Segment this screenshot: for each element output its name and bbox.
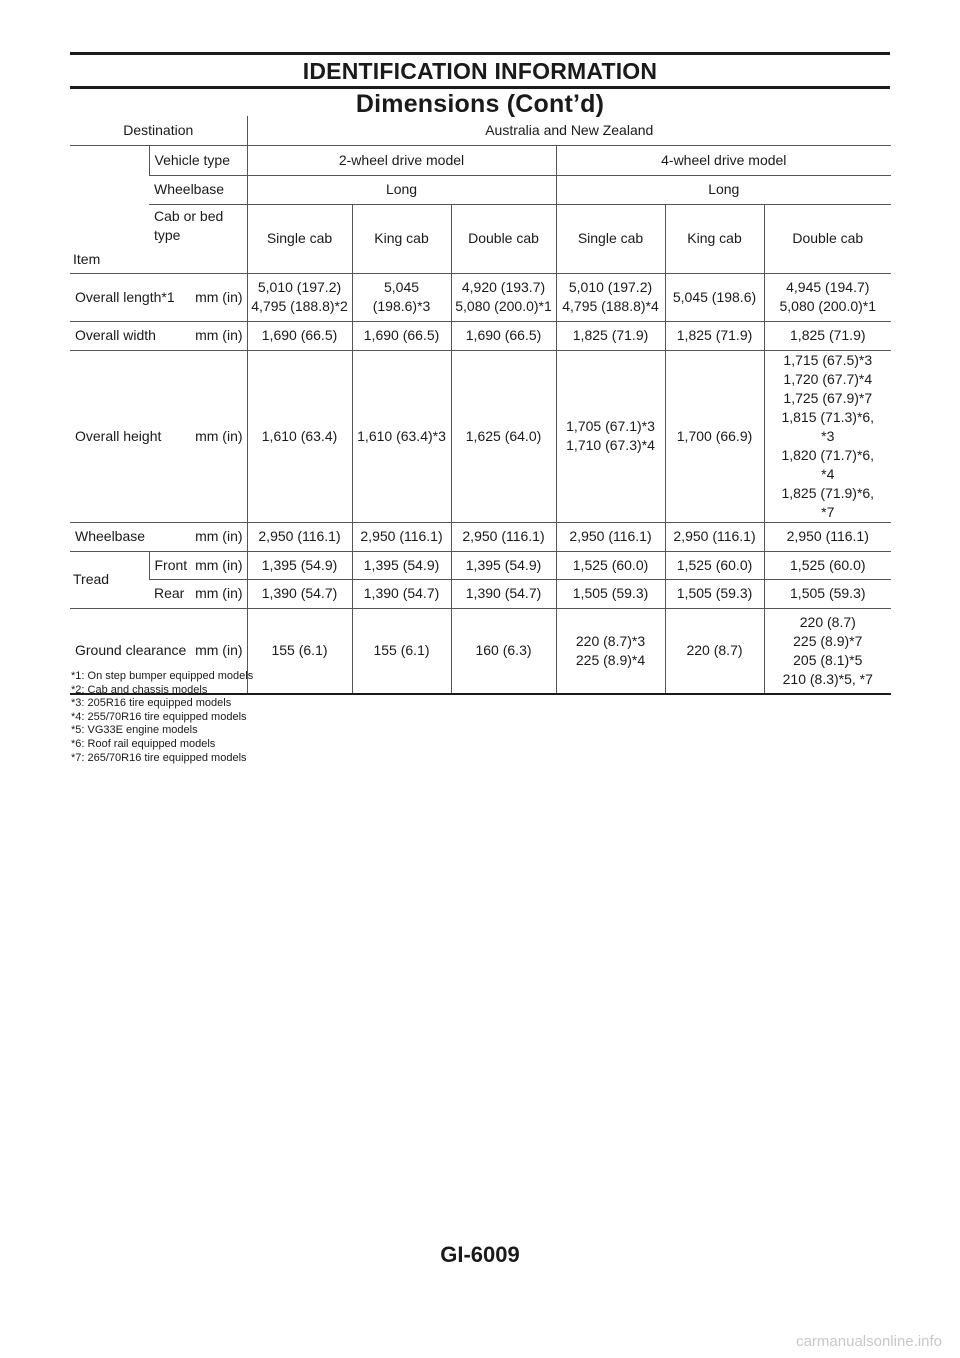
footnote: *1: On step bumper equipped models: [71, 670, 254, 682]
watermark: carmanualsonline.info: [796, 1333, 942, 1350]
wheelbase-type-label: Wheelbase: [149, 175, 247, 204]
overall-length-label-cell: [70, 273, 247, 321]
value-cell: 5,045 (198.6)*3: [352, 273, 451, 321]
vehicle-type-row: [70, 145, 891, 175]
tread-rear-row: [70, 579, 891, 608]
wheelbase-row: [70, 522, 891, 551]
cab-type-cell: Single cab: [247, 204, 352, 273]
cab-type-label-line1: Cab or bed: [154, 207, 224, 224]
destination-row: [70, 116, 891, 145]
value-cell: 1,690 (66.5): [352, 321, 451, 350]
value-cell: 1,395 (54.9): [247, 551, 352, 579]
footnote: *6: Roof rail equipped models: [71, 737, 216, 750]
wheelbase-type-2wd: Long: [247, 175, 556, 204]
value-cell: 5,010 (197.2) 4,795 (188.8)*2: [247, 273, 352, 321]
value-cell: 1,505 (59.3): [764, 579, 891, 608]
vehicle-type-label: Vehicle type: [149, 145, 247, 175]
page-header: [70, 52, 890, 120]
item-label: Item: [70, 145, 149, 273]
tread-rear-label: Rear: [154, 585, 185, 601]
destination-value: Australia and New Zealand: [247, 116, 891, 145]
value-cell: 220 (8.7) 225 (8.9)*7 205 (8.1)*5 210 (8.3)*5, *7: [764, 608, 891, 694]
unit-label: mm (in): [195, 327, 243, 343]
value-cell: 155 (6.1): [352, 608, 451, 694]
destination-label: Destination: [123, 121, 194, 138]
footnote: *3: 205R16 tire equipped models: [71, 697, 232, 710]
value-cell: 1,610 (63.4): [247, 350, 352, 522]
value-cell: 1,525 (60.0): [556, 551, 665, 579]
unit-label: mm (in): [195, 528, 243, 544]
value-cell: 220 (8.7): [665, 608, 764, 694]
value-cell: 160 (6.3): [451, 608, 556, 694]
value-cell: 2,950 (116.1): [352, 522, 451, 551]
vehicle-type-4wd: 4-wheel drive model: [556, 145, 891, 175]
cab-type-cell: Double cab: [764, 204, 891, 273]
section-title: IDENTIFICATION INFORMATION: [302, 58, 658, 84]
value-cell: 5,010 (197.2) 4,795 (188.8)*4: [556, 273, 665, 321]
ground-clearance-label: Ground clearance: [75, 642, 187, 659]
wheelbase-label-cell: [70, 522, 247, 551]
overall-length-row: [70, 273, 891, 321]
value-cell: 1,825 (71.9): [665, 321, 764, 350]
value-cell: 1,690 (66.5): [247, 321, 352, 350]
tread-rear-label-cell: [149, 579, 247, 608]
unit-label: mm (in): [195, 642, 243, 659]
value-cell: 2,950 (116.1): [247, 522, 352, 551]
footnotes: [71, 670, 253, 765]
vehicle-type-2wd: 2-wheel drive model: [247, 145, 556, 175]
value-cell: 1,395 (54.9): [352, 551, 451, 579]
unit-label: mm (in): [195, 288, 243, 305]
unit-label: mm (in): [195, 556, 243, 573]
value-cell: 1,825 (71.9): [764, 321, 891, 350]
value-cell: 1,525 (60.0): [665, 551, 764, 579]
cab-type-cell: Single cab: [556, 204, 665, 273]
cab-type-cell: Double cab: [451, 204, 556, 273]
overall-height-row: [70, 350, 891, 522]
value-cell: 1,395 (54.9): [451, 551, 556, 579]
value-cell: 220 (8.7)*3 225 (8.9)*4: [556, 608, 665, 694]
tread-label: Tread: [70, 551, 149, 608]
unit-label: mm (in): [195, 427, 243, 444]
cab-type-cell: King cab: [352, 204, 451, 273]
value-cell: 1,825 (71.9): [556, 321, 665, 350]
value-cell: 1,705 (67.1)*3 1,710 (67.3)*4: [556, 350, 665, 522]
value-cell: 1,700 (66.9): [665, 350, 764, 522]
value-cell: 4,945 (194.7) 5,080 (200.0)*1: [764, 273, 891, 321]
tread-front-label-cell: [149, 551, 247, 579]
value-cell: 2,950 (116.1): [764, 522, 891, 551]
dimensions-table: [70, 116, 891, 695]
value-cell: 155 (6.1): [247, 608, 352, 694]
cab-type-label-line2: type: [154, 226, 181, 243]
value-cell: 1,505 (59.3): [556, 579, 665, 608]
overall-width-label-cell: [70, 321, 247, 350]
value-cell: 1,505 (59.3): [665, 579, 764, 608]
value-cell: 2,950 (116.1): [451, 522, 556, 551]
wheelbase-label: Wheelbase: [75, 528, 146, 544]
footnote: *7: 265/70R16 tire equipped models: [71, 751, 247, 764]
value-cell: 1,390 (54.7): [451, 579, 556, 608]
value-cell: 1,715 (67.5)*3 1,720 (67.7)*4 1,725 (67.9)*7 1,815 (71.3)*6, *3 1,820 (71.7)*6, *4 1,825 (71.9)*6, *7: [764, 350, 891, 522]
wheelbase-type-row: [70, 175, 891, 204]
overall-width-label: Overall width: [75, 327, 156, 343]
value-cell: 1,690 (66.5): [451, 321, 556, 350]
cab-type-cell: King cab: [665, 204, 764, 273]
wheelbase-type-4wd: Long: [556, 175, 891, 204]
value-cell: 1,390 (54.7): [247, 579, 352, 608]
tread-front-row: [70, 551, 891, 579]
value-cell: 4,920 (193.7) 5,080 (200.0)*1: [451, 273, 556, 321]
overall-width-row: [70, 321, 891, 350]
overall-height-label: Overall height: [75, 427, 162, 444]
value-cell: 1,525 (60.0): [764, 551, 891, 579]
unit-label: mm (in): [195, 585, 243, 601]
cab-type-row: [70, 204, 891, 273]
value-cell: 1,610 (63.4)*3: [352, 350, 451, 522]
section-subtitle: Dimensions (Cont’d): [355, 90, 605, 118]
value-cell: 2,950 (116.1): [556, 522, 665, 551]
overall-height-label-cell: [70, 350, 247, 522]
tread-front-label: Front: [154, 556, 188, 573]
header-top-rule: [70, 52, 890, 55]
footnote: *4: 255/70R16 tire equipped models: [71, 710, 247, 723]
footnote: *2: Cab and chassis models: [71, 683, 208, 696]
value-cell: 5,045 (198.6): [665, 273, 764, 321]
value-cell: 2,950 (116.1): [665, 522, 764, 551]
value-cell: 1,390 (54.7): [352, 579, 451, 608]
overall-length-label: Overall length*1: [75, 288, 175, 305]
value-cell: 1,625 (64.0): [451, 350, 556, 522]
cab-type-label: [149, 204, 247, 273]
footnote: *5: VG33E engine models: [71, 724, 198, 737]
page-number: GI-6009: [440, 1242, 520, 1267]
